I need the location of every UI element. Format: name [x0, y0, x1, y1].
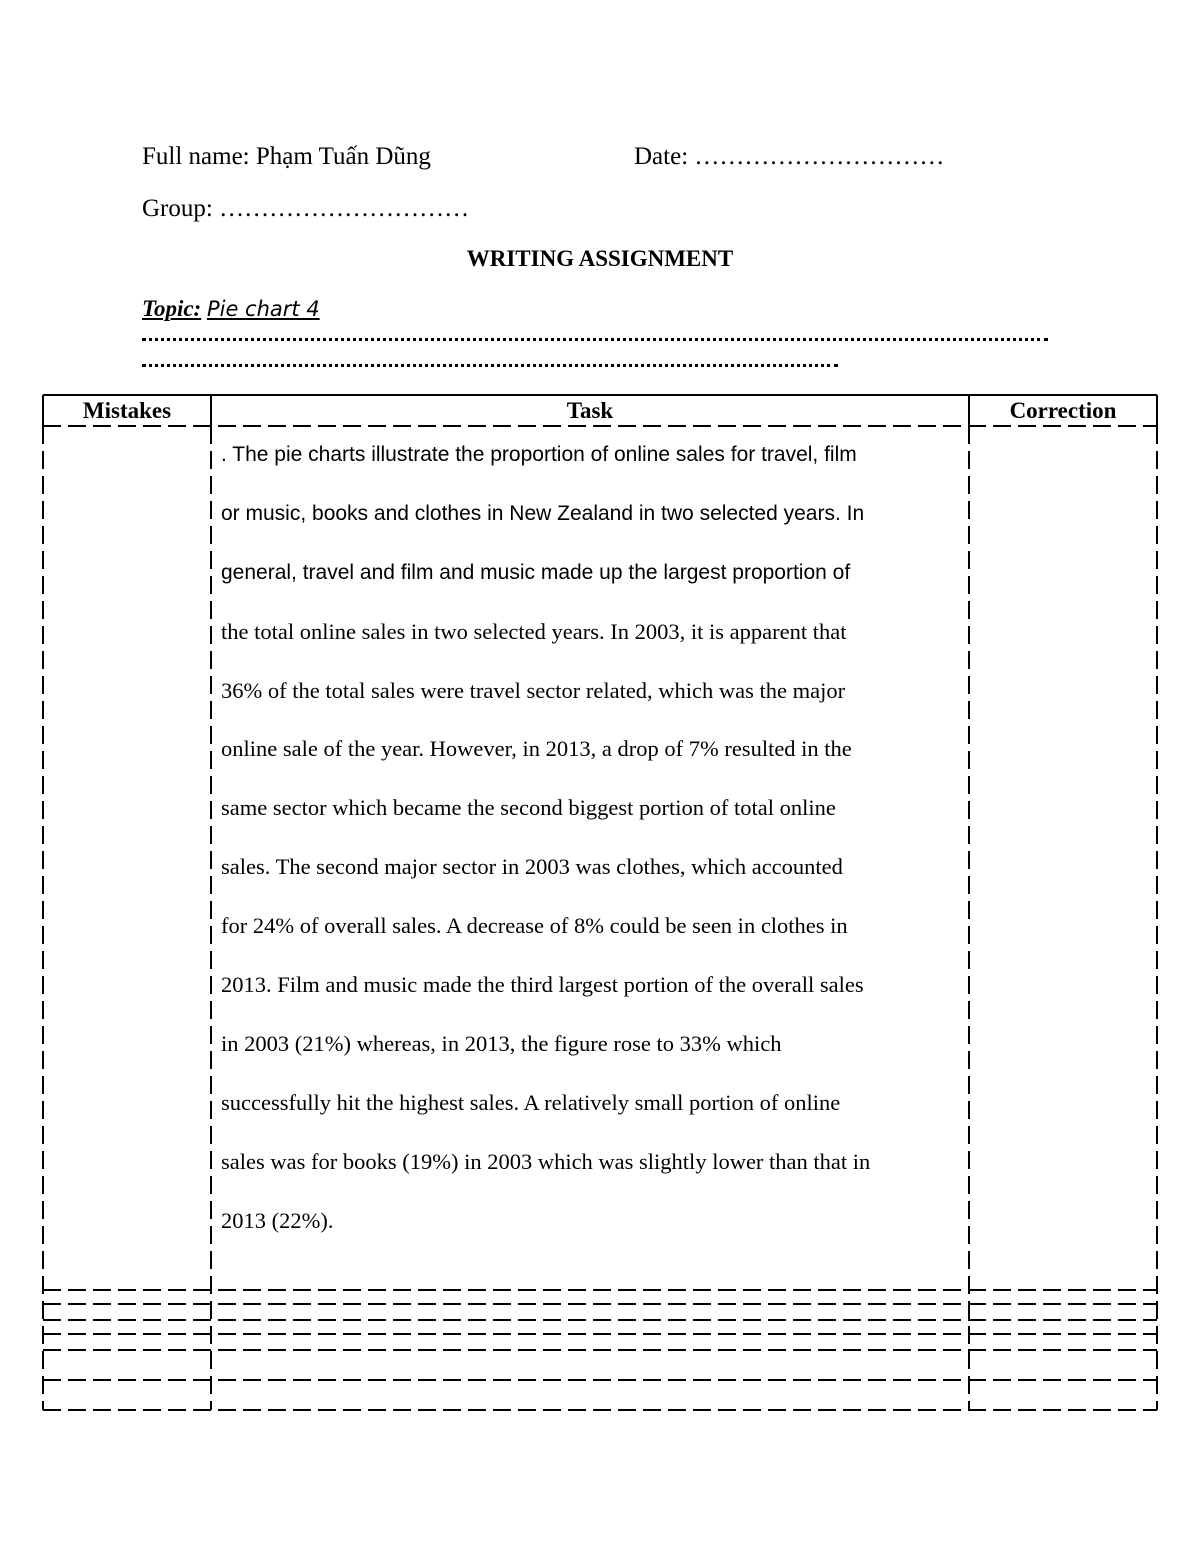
task-line: in 2003 (21%) whereas, in 2013, the figure rose to 33% which	[221, 1030, 782, 1056]
task-line: . The pie charts illustrate the proportion of online sales for travel, film	[221, 443, 857, 466]
task-line: sales was for books (19%) in 2003 which was slightly lower than that in	[221, 1148, 871, 1174]
task-line: general, travel and film and music made up the largest proportion of	[221, 560, 851, 584]
date-value: …………………………	[694, 143, 945, 170]
task-line: 2013. Film and music made the third largest portion of the overall sales	[221, 972, 864, 998]
date-label: Date:	[634, 143, 689, 170]
task-line: same sector which became the second biggest portion of total online	[221, 795, 836, 821]
full-name-value: Phạm Tuấn Dũng	[255, 143, 431, 170]
task-line: sales. The second major sector in 2003 was clothes, which accounted	[221, 854, 843, 880]
task-line: online sale of the year. However, in 2013, a drop of 7% resulted in the	[221, 736, 852, 762]
group-value: …………………………	[219, 195, 470, 222]
topic-value: Pie chart 4	[206, 297, 320, 321]
task-line: 2013 (22%).	[221, 1207, 334, 1233]
topic-line	[142, 294, 320, 324]
full-name-label: Full name:	[142, 143, 250, 170]
task-line: successfully hit the highest sales. A relatively small portion of online	[221, 1089, 841, 1115]
header-correction: Correction	[1009, 398, 1117, 423]
group-field	[142, 194, 469, 224]
topic-dotted-line-2	[142, 364, 838, 367]
task-line: for 24% of overall sales. A decrease of 8% could be seen in clothes in	[221, 913, 848, 939]
header-mistakes: Mistakes	[82, 398, 172, 423]
date-field	[634, 142, 944, 172]
group-label: Group:	[142, 195, 213, 222]
header-task: Task	[566, 398, 614, 423]
task-text	[221, 426, 966, 1250]
task-line: the total online sales in two selected years. In 2003, it is apparent that	[221, 618, 847, 644]
page-title: WRITING ASSIGNMENT	[466, 246, 734, 271]
topic-dotted-line-1	[142, 338, 1048, 341]
topic-label: Topic:	[142, 296, 202, 321]
task-line: 36% of the total sales were travel sector related, which was the major	[221, 677, 846, 703]
task-line: or music, books and clothes in New Zealand in two selected years. In	[221, 501, 865, 525]
full-name-field	[142, 142, 431, 172]
